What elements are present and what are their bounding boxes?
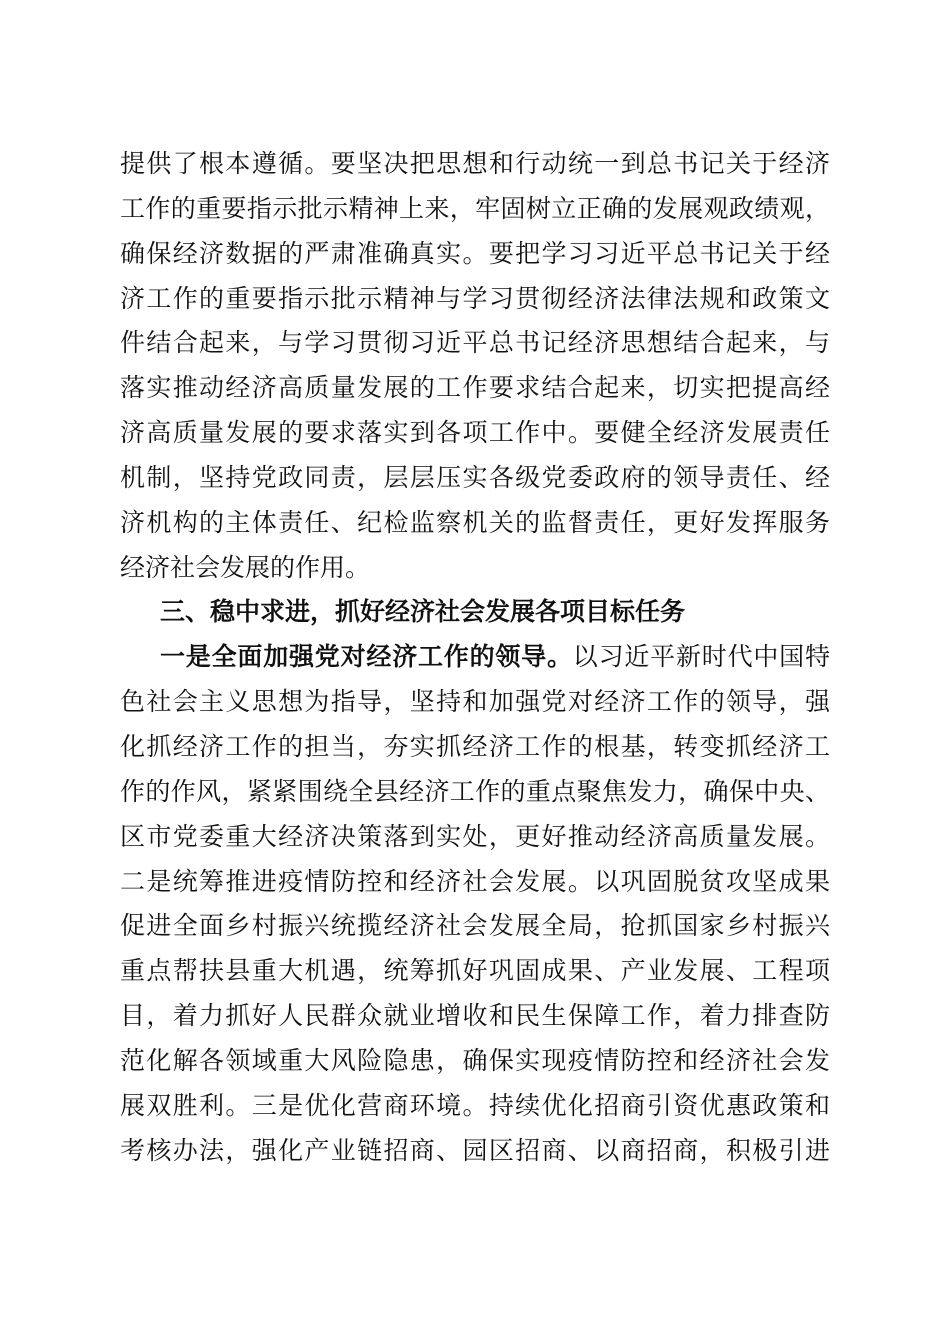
paragraph-line: 范化解各领域重大风险隐患，确保实现疫情防控和经济社会发 bbox=[120, 1045, 830, 1075]
paragraph-line bbox=[120, 635, 830, 680]
paragraph-line: 重点帮扶县重大机遇，统筹抓好巩固成果、产业发展、工程项 bbox=[120, 956, 830, 986]
paragraph-line: 促进全面乡村振兴统揽经济社会发展全局，抢抓国家乡村振兴 bbox=[120, 911, 830, 941]
paragraph-line: 化抓经济工作的担当，夯实抓经济工作的根基，转变抓经济工 bbox=[120, 731, 830, 761]
paragraph-line: 目，着力抓好人民群众就业增收和民生保障工作，着力排查防 bbox=[120, 1001, 830, 1031]
bold-lead-phrase: 一是全面加强党对经济工作的领导。 bbox=[160, 642, 573, 672]
lead-line-rest: 以习近平新时代中国特 bbox=[572, 642, 830, 672]
section-heading: 三、稳中求进，抓好经济社会发展各项目标任务 bbox=[160, 597, 686, 627]
paragraph-line: 色社会主义思想为指导，坚持和加强党对经济工作的领导，强 bbox=[120, 687, 830, 717]
paragraph-line: 展双胜利。三是优化营商环境。持续优化招商引资优惠政策和 bbox=[120, 1090, 830, 1120]
paragraph-line: 济高质量发展的要求落实到各项工作中。要健全经济发展责任 bbox=[120, 418, 830, 448]
paragraph-line: 济工作的重要指示批示精神与学习贯彻经济法律法规和政策文 bbox=[120, 283, 830, 313]
paragraph-line: 经济社会发展的作用。 bbox=[120, 552, 371, 582]
paragraph-line: 济机构的主体责任、纪检监察机关的监督责任，更好发挥服务 bbox=[120, 507, 830, 537]
paragraph-line: 确保经济数据的严肃准确真实。要把学习习近平总书记关于经 bbox=[120, 238, 830, 268]
paragraph-line: 工作的重要指示批示精神上来，牢固树立正确的发展观政绩观， bbox=[120, 193, 830, 223]
paragraph-line: 落实推动经济高质量发展的工作要求结合起来，切实把提高经 bbox=[120, 373, 830, 403]
paragraph-line: 件结合起来，与学习贯彻习近平总书记经济思想结合起来，与 bbox=[120, 328, 830, 358]
paragraph-line: 考核办法，强化产业链招商、园区招商、以商招商，积极引进 bbox=[120, 1135, 830, 1165]
paragraph-line: 提供了根本遵循。要坚决把思想和行动统一到总书记关于经济 bbox=[120, 149, 830, 178]
paragraph-line: 作的作风，紧紧围绕全县经济工作的重点聚焦发力，确保中央、 bbox=[120, 776, 830, 806]
paragraph-line: 二是统筹推进疫情防控和经济社会发展。以巩固脱贫攻坚成果 bbox=[120, 866, 830, 896]
paragraph-line: 区市党委重大经济决策落到实处，更好推动经济高质量发展。 bbox=[120, 821, 830, 851]
paragraph-line: 机制，坚持党政同责，层层压实各级党委政府的领导责任、经 bbox=[120, 462, 830, 492]
document-body bbox=[120, 142, 830, 1173]
